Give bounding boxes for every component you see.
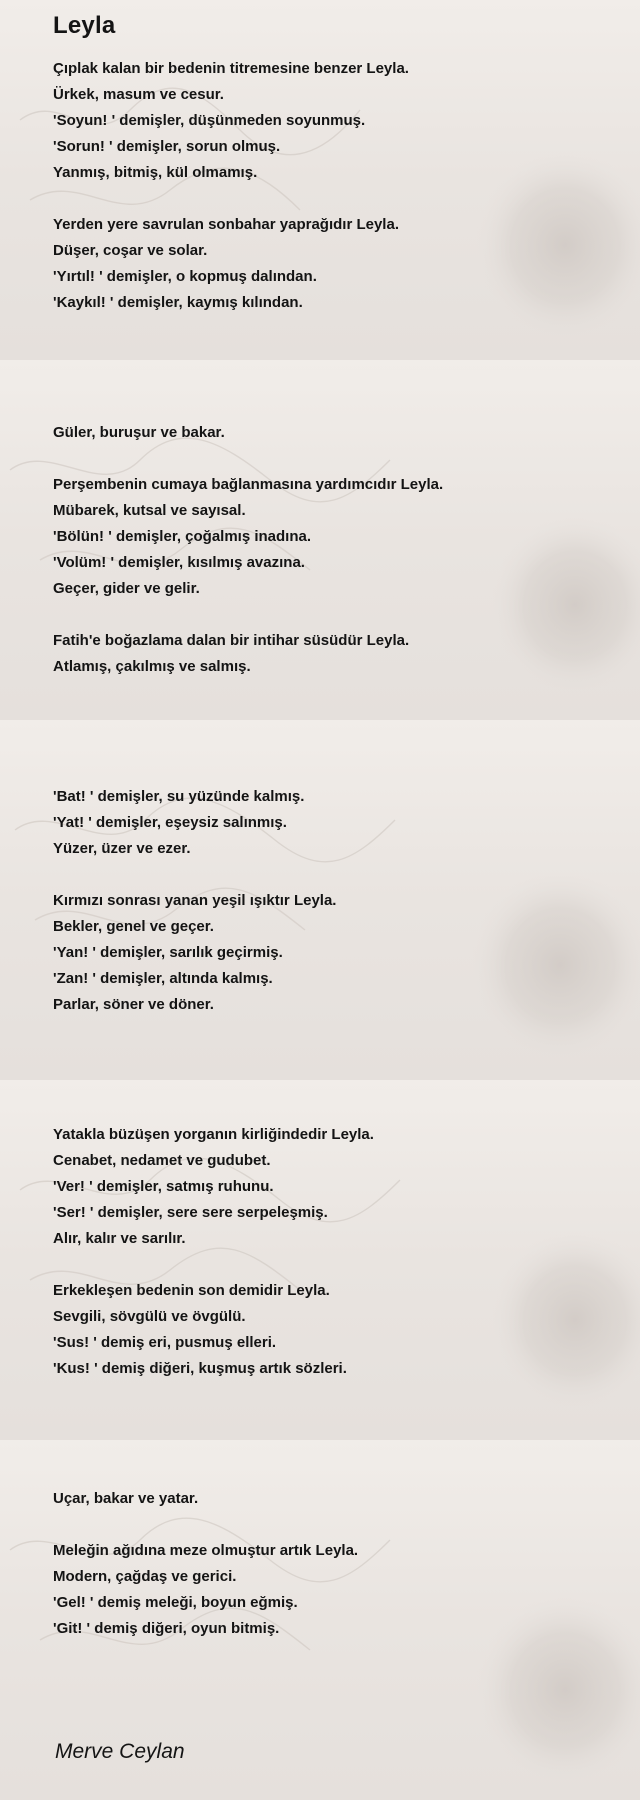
poem-line: Yanmış, bitmiş, kül olmamış. — [53, 164, 258, 181]
poem-line: Sevgili, sövgülü ve övgülü. — [53, 1308, 246, 1325]
poem-line: 'Yırtıl! ' demişler, o kopmuş dalından. — [53, 268, 317, 285]
poem-line: 'Git! ' demiş diğeri, oyun bitmiş. — [53, 1620, 280, 1637]
poem-line: 'Soyun! ' demişler, düşünmeden soyunmuş. — [53, 112, 366, 129]
poem-line: Yerden yere savrulan sonbahar yaprağıdır Leyla. — [53, 216, 399, 233]
poem-line: 'Yat! ' demişler, eşeysiz salınmış. — [53, 814, 287, 831]
poem-line: 'Sorun! ' demişler, sorun olmuş. — [53, 138, 281, 155]
poem-line: 'Sus! ' demiş eri, pusmuş elleri. — [53, 1334, 277, 1351]
stanza — [53, 1278, 613, 1382]
poem-line: Fatih'e boğazlama dalan bir intihar süsüdür Leyla. — [53, 632, 410, 649]
poem-line: Yatakla büzüşen yorganın kirliğindedir Leyla. — [53, 1126, 374, 1143]
poem-author: Merve Ceylan — [55, 1740, 185, 1763]
stanza — [53, 1486, 613, 1512]
poem-line: Çıplak kalan bir bedenin titremesine benzer Leyla. — [53, 60, 409, 77]
poem-line: Erkekleşen bedenin son demidir Leyla. — [53, 1282, 330, 1299]
stanza — [53, 784, 613, 862]
stanza — [53, 56, 613, 186]
poem-line: Meleğin ağıdına meze olmuştur artık Leyla. — [53, 1542, 359, 1559]
poem-line: 'Kus! ' demiş diğeri, kuşmuş artık sözleri. — [53, 1360, 347, 1377]
poem-line: 'Bölün! ' demişler, çoğalmış inadına. — [53, 528, 312, 545]
poem-line: 'Bat! ' demişler, su yüzünde kalmış. — [53, 788, 305, 805]
poem-line: Mübarek, kutsal ve sayısal. — [53, 502, 246, 519]
poem-line: 'Yan! ' demişler, sarılık geçirmiş. — [53, 944, 283, 961]
poem-line: 'Volüm! ' demişler, kısılmış avazına. — [53, 554, 305, 571]
poem-line: Uçar, bakar ve yatar. — [53, 1490, 199, 1507]
stanza — [53, 1122, 613, 1252]
stanza — [53, 1538, 613, 1642]
poem-line: Parlar, söner ve döner. — [53, 996, 214, 1013]
poem-line: Bekler, genel ve geçer. — [53, 918, 214, 935]
poem-line: Cenabet, nedamet ve gudubet. — [53, 1152, 271, 1169]
poem-line: Kırmızı sonrası yanan yeşil ışıktır Leyla. — [53, 892, 337, 909]
poem-line: Atlamış, çakılmış ve salmış. — [53, 658, 251, 675]
poem-line: Modern, çağdaş ve gerici. — [53, 1568, 237, 1585]
poem-line: Alır, kalır ve sarılır. — [53, 1230, 186, 1247]
poem-line: Perşembenin cumaya bağlanmasına yardımcıdır Leyla. — [53, 476, 444, 493]
poem-line: 'Ser! ' demişler, sere sere serpeleşmiş. — [53, 1204, 328, 1221]
stanza — [53, 888, 613, 1018]
poem-title: Leyla — [53, 12, 116, 39]
stanza — [53, 628, 613, 680]
poem-line: Güler, buruşur ve bakar. — [53, 424, 225, 441]
poem-line: 'Zan! ' demişler, altında kalmış. — [53, 970, 273, 987]
stanza — [53, 420, 613, 446]
poem-line: Yüzer, üzer ve ezer. — [53, 840, 191, 857]
poem-line: 'Kaykıl! ' demişler, kaymış kılından. — [53, 294, 303, 311]
poem-line: 'Gel! ' demiş meleği, boyun eğmiş. — [53, 1594, 298, 1611]
stanza — [53, 472, 613, 602]
stanza — [53, 212, 613, 316]
poem-line: 'Ver! ' demişler, satmış ruhunu. — [53, 1178, 274, 1195]
poem-line: Ürkek, masum ve cesur. — [53, 86, 224, 103]
poem-line: Geçer, gider ve gelir. — [53, 580, 200, 597]
poem-line: Düşer, coşar ve solar. — [53, 242, 208, 259]
